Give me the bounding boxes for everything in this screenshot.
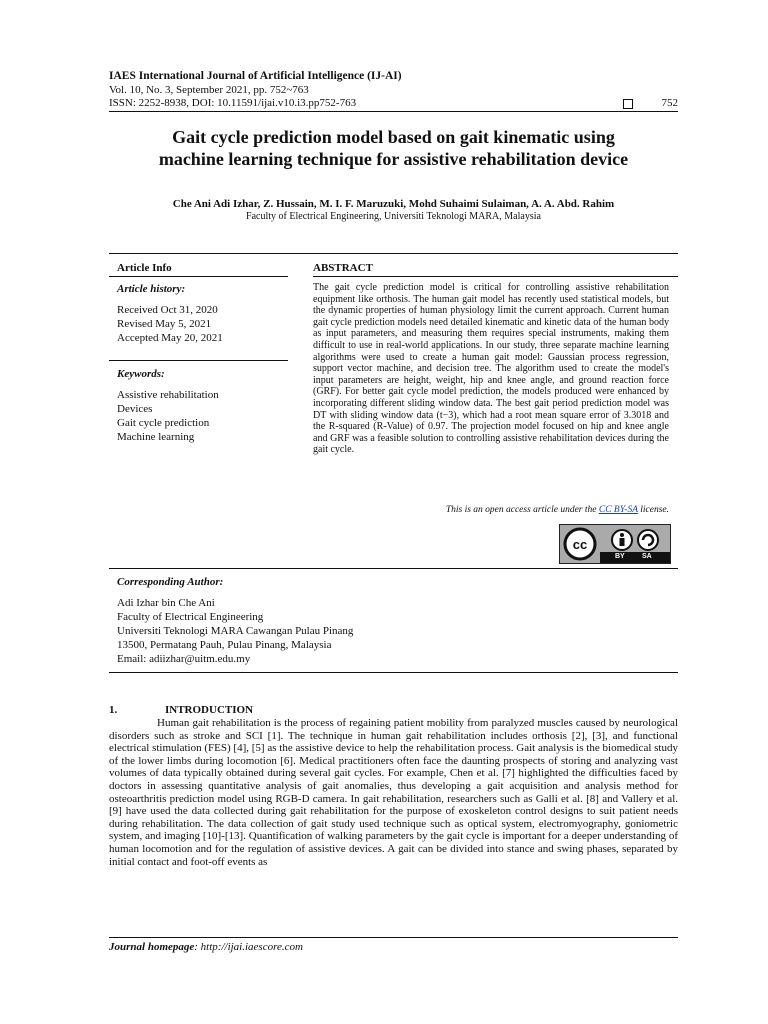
abstract-rule xyxy=(313,276,678,277)
keyword-item: Gait cycle prediction xyxy=(117,417,210,429)
header-rule xyxy=(109,111,678,112)
intro-heading xyxy=(109,704,253,716)
abstract-heading: ABSTRACT xyxy=(313,262,373,274)
intro-body xyxy=(109,717,678,868)
paper-title xyxy=(109,126,678,170)
corresponding-name: Adi Izhar bin Che Ani xyxy=(117,597,215,609)
journal-homepage xyxy=(109,941,303,953)
corresponding-email: Email: adiizhar@uitm.edu.my xyxy=(117,653,251,665)
section-title: INTRODUCTION xyxy=(165,704,254,716)
corresponding-faculty: Faculty of Electrical Engineering xyxy=(117,611,264,623)
issn-doi: ISSN: 2252-8938, DOI: 10.11591/ijai.v10.i3.pp752-763 xyxy=(109,97,357,109)
intro-paragraph: Human gait rehabilitation is the process of regaining patient mobility from paralyzed muscles caused by neurological disorders such as stroke and SCI [1]. The technique in human gait rehabilitation includes orthosis [2], [3], and functional electrical stimulation (FES) [4], [5] as the assistive device to help the rehabilitation process. Gait analysis is the biomedical study of the lower limbs during locomotion [6]. Medical practitioners often face the daunting prospects of storing and analyzing vast volumes of data typically obtained during several gait cycles. For example, Chen et al. [7] highlighted the difficulties faced by doctors in assessing quantitative analysis of gait anomalies, thus developing a gait acquisition and analysis method for osteoarthritis prediction model using RGB-D camera. In gait rehabilitation, researchers such as Galli et al. [8] and Vallery et al. [9] have used the data collected during gait rehabilitation for the purpose of exoskeleton control designs to suit patient needs during rehabilitation. The data collection of gait study used technique such as optical system, electromyography, goniometric system, and imaging [10]-[13]. Quantification of walking parameters by the gait cycle is important for a deeper understanding of human locomotion and for the regulation of assistive devices. A gait can be divided into stance and swing phases, separated by initial contact and foot-off events as xyxy=(109,717,678,868)
homepage-label: Journal homepage xyxy=(109,941,195,953)
author-list: Che Ani Adi Izhar, Z. Hussain, M. I. F. Maruzuki, Mohd Suhaimi Sulaiman, A. A. Abd. Rahim xyxy=(172,198,615,210)
corresponding-top-rule xyxy=(109,568,678,569)
footer-rule xyxy=(109,937,678,938)
revised-date: Revised May 5, 2021 xyxy=(117,318,212,330)
open-access-note xyxy=(313,505,669,515)
keywords-rule xyxy=(109,360,288,361)
affiliation: Faculty of Electrical Engineering, Universiti Teknologi MARA, Malaysia xyxy=(246,211,541,222)
badge-label-bar xyxy=(600,552,670,563)
info-top-rule xyxy=(109,253,678,254)
article-info-heading: Article Info xyxy=(117,262,172,274)
accepted-date: Accepted May 20, 2021 xyxy=(117,332,223,344)
corresponding-address: 13500, Permatang Pauh, Pulau Pinang, Malaysia xyxy=(117,639,332,651)
received-date: Received Oct 31, 2020 xyxy=(117,304,218,316)
oa-suffix: license. xyxy=(640,505,669,515)
square-icon xyxy=(623,99,633,109)
keyword-item: Assistive rehabilitation xyxy=(117,389,219,401)
homepage-url[interactable]: : http://ijai.iaescore.com xyxy=(194,941,303,953)
abstract-text: The gait cycle prediction model is critical for controlling assistive rehabilitation equipment like orthosis. The human gait model has recently used statistical models, but the dynamic properties of human physiology limit the current approach. Current human gait cycle prediction models need detailed kinematic and kinetic data of the human body as input parameters, and measuring them requires special instruments, making them difficult to use in real-world applications. In our study, three separate machine learning algorithms were used to create a human gait model: Gaussian process regression, support vector machine, and decision tree. The algorithm used to create the model's input parameters are height, weight, hip and knee angle, and ground reaction force (GRF). For better gait cycle model prediction, the models produced were enhanced by incorporating different sliding window data. The best gait period prediction model was DT with sliding window data (t−3), which had a root mean square error of 3.3018 and the R-squared (R-Value) of 0.97. The projection model focused on hip and knee angle and GRF was a feasible solution to controlling assistive rehabilitation devices during the gait cycle. xyxy=(313,282,669,456)
corresponding-university: Universiti Teknologi MARA Cawangan Pulau Pinang xyxy=(117,625,354,637)
cc-by-sa-badge[interactable] xyxy=(559,524,671,564)
corresponding-bottom-rule xyxy=(109,672,678,673)
article-info-rule xyxy=(109,276,288,277)
page-number: 752 xyxy=(661,97,678,109)
oa-prefix: This is an open access article under the xyxy=(445,505,597,515)
license-link[interactable]: CC BY-SA xyxy=(598,505,638,515)
corresponding-heading: Corresponding Author: xyxy=(117,576,224,588)
title-line-2: machine learning technique for assistive rehabilitation device xyxy=(158,149,629,169)
keywords-heading: Keywords: xyxy=(117,368,165,380)
volume-info: Vol. 10, No. 3, September 2021, pp. 752~763 xyxy=(109,84,309,96)
keyword-item: Devices xyxy=(117,403,153,415)
by-label: BY xyxy=(615,553,625,560)
history-heading: Article history: xyxy=(117,283,186,295)
svg-text:cc: cc xyxy=(572,537,588,552)
journal-name: IAES International Journal of Artificial Intelligence (IJ-AI) xyxy=(109,70,402,82)
title-line-1: Gait cycle prediction model based on gait kinematic using xyxy=(172,127,615,147)
keyword-item: Machine learning xyxy=(117,431,195,443)
sa-label: SA xyxy=(642,553,652,560)
section-number: 1. xyxy=(109,704,118,716)
